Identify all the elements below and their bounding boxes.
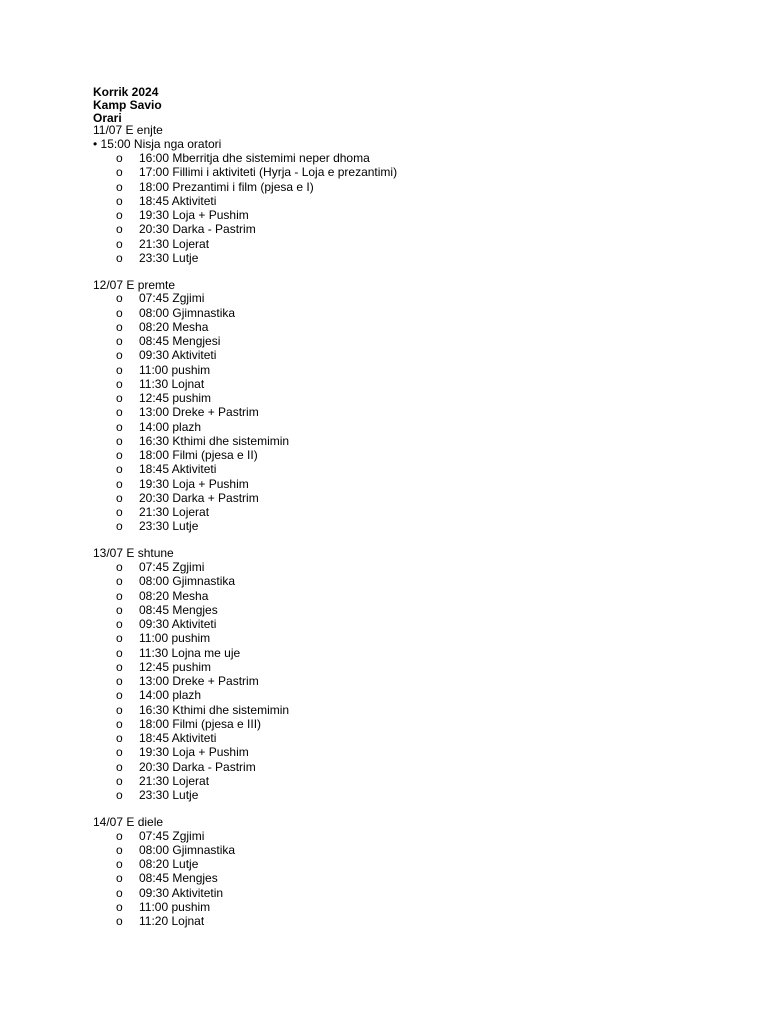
schedule-item bbox=[93, 519, 733, 533]
list-marker: o bbox=[116, 334, 123, 349]
schedule-item-text: 08:00 Gjimnastika bbox=[139, 574, 236, 589]
schedule-item-text: 13:00 Dreke + Pastrim bbox=[139, 674, 259, 689]
schedule-item bbox=[93, 363, 733, 377]
schedule-item-text: 08:45 Mengjes bbox=[139, 871, 218, 886]
schedule-item bbox=[93, 760, 733, 774]
schedule-item bbox=[93, 291, 733, 305]
schedule-item bbox=[93, 477, 733, 491]
document-month-title: Korrik 2024 bbox=[93, 85, 159, 99]
day-heading: 12/07 E premte bbox=[93, 277, 176, 292]
schedule-item-text: 23:30 Lutje bbox=[139, 250, 199, 265]
schedule-item bbox=[93, 306, 733, 320]
schedule-item-text: 09:30 Aktivitetin bbox=[139, 885, 224, 900]
schedule-item-text: 19:30 Loja + Pushim bbox=[139, 476, 249, 491]
schedule-item-text: 20:30 Darka + Pastrim bbox=[139, 490, 259, 505]
list-marker: o bbox=[116, 602, 123, 617]
schedule-item bbox=[93, 717, 733, 731]
list-marker: o bbox=[116, 519, 123, 534]
schedule-item bbox=[93, 646, 733, 660]
list-marker: o bbox=[116, 179, 123, 194]
schedule-days bbox=[93, 124, 733, 928]
schedule-item-text: 19:30 Loja + Pushim bbox=[139, 208, 249, 223]
list-marker: o bbox=[116, 773, 123, 788]
schedule-item bbox=[93, 334, 733, 348]
list-marker: o bbox=[116, 745, 123, 760]
list-marker: o bbox=[116, 828, 123, 843]
list-marker: o bbox=[116, 645, 123, 660]
schedule-item-text: 21:30 Lojerat bbox=[139, 773, 210, 788]
list-marker: o bbox=[116, 376, 123, 391]
schedule-item bbox=[93, 320, 733, 334]
schedule-item-text: 14:00 plazh bbox=[139, 419, 202, 434]
schedule-item-text: 20:30 Darka - Pastrim bbox=[139, 759, 256, 774]
document-page bbox=[93, 86, 733, 928]
list-marker: o bbox=[116, 165, 123, 180]
schedule-item-text: 11:20 Lojnat bbox=[139, 914, 205, 929]
list-marker: o bbox=[116, 885, 123, 900]
schedule-item-text: 08:45 Mengjesi bbox=[139, 334, 221, 349]
schedule-item-text: 21:30 Lojerat bbox=[139, 505, 210, 520]
schedule-item-text: 13:00 Dreke + Pastrim bbox=[139, 405, 259, 420]
schedule-item-text: 18:00 Prezantimi i film (pjesa e I) bbox=[139, 179, 314, 194]
list-marker: o bbox=[116, 208, 123, 223]
schedule-item-text: 09:30 Aktiviteti bbox=[139, 348, 217, 363]
list-marker: o bbox=[116, 702, 123, 717]
document-schedule-title: Orari bbox=[93, 110, 122, 125]
schedule-item-text: 07:45 Zgjimi bbox=[139, 828, 205, 843]
schedule-item bbox=[93, 462, 733, 476]
list-marker: o bbox=[116, 617, 123, 632]
schedule-item bbox=[93, 237, 733, 251]
schedule-item-text: 23:30 Lutje bbox=[139, 788, 199, 803]
list-marker: o bbox=[116, 505, 123, 520]
day-heading: 13/07 E shtune bbox=[93, 546, 174, 561]
schedule-item-text: 08:20 Lutje bbox=[139, 857, 199, 872]
schedule-item-text: 08:45 Mengjes bbox=[139, 602, 218, 617]
schedule-item-text: 20:30 Darka - Pastrim bbox=[139, 222, 256, 237]
schedule-item bbox=[93, 660, 733, 674]
schedule-item bbox=[93, 731, 733, 745]
schedule-item bbox=[93, 448, 733, 462]
schedule-item-text: 08:20 Mesha bbox=[139, 588, 209, 603]
schedule-item bbox=[93, 788, 733, 802]
schedule-item bbox=[93, 165, 733, 179]
schedule-item-text: 08:00 Gjimnastika bbox=[139, 305, 236, 320]
schedule-item bbox=[93, 857, 733, 871]
schedule-item-text: 12:45 pushim bbox=[139, 659, 212, 674]
list-marker: o bbox=[116, 857, 123, 872]
list-marker: o bbox=[116, 222, 123, 237]
schedule-item bbox=[93, 348, 733, 362]
schedule-item bbox=[93, 377, 733, 391]
schedule-item-text: 18:00 Filmi (pjesa e II) bbox=[139, 448, 258, 463]
schedule-item-text: 11:00 pushim bbox=[139, 362, 211, 377]
schedule-item bbox=[93, 674, 733, 688]
list-marker: o bbox=[116, 348, 123, 363]
list-marker: o bbox=[116, 362, 123, 377]
schedule-item-text: 11:30 Lojnat bbox=[139, 376, 205, 391]
list-marker: o bbox=[116, 236, 123, 251]
schedule-item bbox=[93, 603, 733, 617]
schedule-item-text: 11:00 pushim bbox=[139, 899, 211, 914]
schedule-item bbox=[93, 491, 733, 505]
list-marker: o bbox=[116, 871, 123, 886]
day-heading: 11/07 E enjte bbox=[93, 123, 163, 138]
schedule-item-text: 14:00 plazh bbox=[139, 688, 202, 703]
schedule-item bbox=[93, 871, 733, 885]
list-marker: o bbox=[116, 391, 123, 406]
schedule-item bbox=[93, 703, 733, 717]
schedule-item-text: 08:20 Mesha bbox=[139, 319, 209, 334]
schedule-item bbox=[93, 589, 733, 603]
schedule-item-text: 16:30 Kthimi dhe sistemimin bbox=[139, 702, 290, 717]
schedule-item bbox=[93, 151, 733, 165]
schedule-item-text: 16:00 Mberritja dhe sistemimi neper dhoma bbox=[139, 151, 370, 166]
schedule-item bbox=[93, 829, 733, 843]
schedule-item bbox=[93, 434, 733, 448]
schedule-item bbox=[93, 631, 733, 645]
list-marker: o bbox=[116, 560, 123, 575]
schedule-item-text: 16:30 Kthimi dhe sistemimin bbox=[139, 433, 290, 448]
list-marker: o bbox=[116, 305, 123, 320]
schedule-item-text: 08:00 Gjimnastika bbox=[139, 842, 236, 857]
list-marker: o bbox=[116, 659, 123, 674]
schedule-item bbox=[93, 405, 733, 419]
list-marker: o bbox=[116, 588, 123, 603]
schedule-item bbox=[93, 617, 733, 631]
document-camp-title: Kamp Savio bbox=[93, 97, 162, 112]
list-marker: o bbox=[116, 419, 123, 434]
schedule-item bbox=[93, 886, 733, 900]
schedule-item-text: 07:45 Zgjimi bbox=[139, 560, 205, 575]
schedule-item-text: 17:00 Fillimi i aktiviteti (Hyrja - Loja e prezantimi) bbox=[139, 165, 398, 180]
schedule-item-text: 07:45 Zgjimi bbox=[139, 291, 205, 306]
day-heading: 14/07 E diele bbox=[93, 814, 164, 829]
schedule-item-text: 21:30 Lojerat bbox=[139, 236, 210, 251]
list-marker: o bbox=[116, 914, 123, 929]
schedule-item-text: 23:30 Lutje bbox=[139, 519, 199, 534]
list-marker: o bbox=[116, 688, 123, 703]
list-marker: o bbox=[116, 462, 123, 477]
schedule-item bbox=[93, 222, 733, 236]
day-lead-item: • 15:00 Nisja nga oratori bbox=[93, 137, 222, 152]
schedule-item bbox=[93, 251, 733, 265]
list-marker: o bbox=[116, 759, 123, 774]
schedule-item-text: 18:45 Aktiviteti bbox=[139, 731, 217, 746]
schedule-item bbox=[93, 208, 733, 222]
schedule-item-text: 11:30 Lojna me uje bbox=[139, 645, 241, 660]
list-marker: o bbox=[116, 674, 123, 689]
list-marker: o bbox=[116, 151, 123, 166]
list-marker: o bbox=[116, 731, 123, 746]
list-marker: o bbox=[116, 899, 123, 914]
schedule-item-text: 11:00 pushim bbox=[139, 631, 211, 646]
schedule-item-text: 12:45 pushim bbox=[139, 391, 212, 406]
schedule-item bbox=[93, 900, 733, 914]
list-marker: o bbox=[116, 193, 123, 208]
schedule-item bbox=[93, 574, 733, 588]
schedule-item bbox=[93, 843, 733, 857]
schedule-item-text: 09:30 Aktiviteti bbox=[139, 617, 217, 632]
schedule-item bbox=[93, 420, 733, 434]
list-marker: o bbox=[116, 490, 123, 505]
list-marker: o bbox=[116, 788, 123, 803]
list-marker: o bbox=[116, 405, 123, 420]
schedule-item-text: 18:00 Filmi (pjesa e III) bbox=[139, 716, 262, 731]
list-marker: o bbox=[116, 291, 123, 306]
list-marker: o bbox=[116, 574, 123, 589]
list-marker: o bbox=[116, 476, 123, 491]
schedule-item bbox=[93, 688, 733, 702]
schedule-item bbox=[93, 914, 733, 928]
list-marker: o bbox=[116, 716, 123, 731]
schedule-item bbox=[93, 194, 733, 208]
list-marker: o bbox=[116, 631, 123, 646]
schedule-item-text: 18:45 Aktiviteti bbox=[139, 193, 217, 208]
schedule-item-text: 19:30 Loja + Pushim bbox=[139, 745, 249, 760]
schedule-item bbox=[93, 560, 733, 574]
list-marker: o bbox=[116, 842, 123, 857]
schedule-item bbox=[93, 391, 733, 405]
list-marker: o bbox=[116, 433, 123, 448]
schedule-item bbox=[93, 745, 733, 759]
list-marker: o bbox=[116, 448, 123, 463]
schedule-item bbox=[93, 180, 733, 194]
schedule-item-text: 18:45 Aktiviteti bbox=[139, 462, 217, 477]
schedule-item bbox=[93, 505, 733, 519]
list-marker: o bbox=[116, 250, 123, 265]
list-marker: o bbox=[116, 319, 123, 334]
schedule-item bbox=[93, 774, 733, 788]
